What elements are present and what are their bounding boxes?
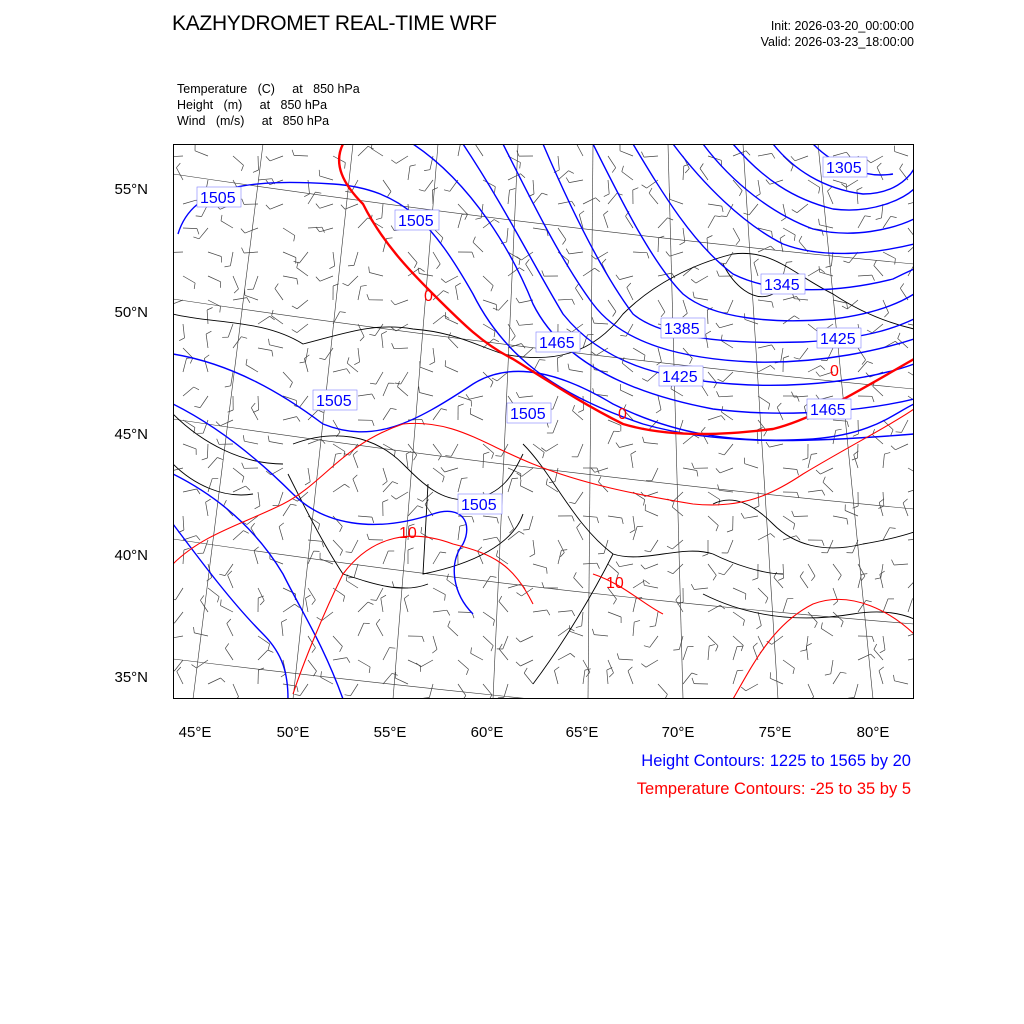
height-label: 1425: [662, 369, 698, 386]
map-panel: [173, 144, 914, 699]
lon-label-45: 45°E: [178, 724, 212, 741]
lon-label-60: 60°E: [470, 724, 504, 741]
height-label: 1505: [398, 213, 434, 230]
height-label: 1305: [826, 160, 862, 177]
temperature-label: 0: [618, 406, 627, 423]
lon-label-80: 80°E: [856, 724, 890, 741]
borders: [173, 253, 914, 684]
valid-time: Valid: 2026-03-23_18:00:00: [760, 35, 914, 49]
height-label: 1385: [664, 321, 700, 338]
height-label: 1425: [820, 331, 856, 348]
height-label: 1505: [316, 393, 352, 410]
temperature-label: 0: [424, 288, 433, 305]
temperature-label: 10: [606, 575, 624, 592]
height-label: 1465: [810, 402, 846, 419]
height-label: 1465: [539, 335, 575, 352]
lat-label-40: 40°N: [114, 547, 148, 564]
temperature-label: 10: [399, 525, 417, 542]
height-labels: [197, 157, 867, 514]
chart-title: KAZHYDROMET REAL-TIME WRF: [172, 12, 497, 35]
lat-label-45: 45°N: [114, 426, 148, 443]
lon-label-65: 65°E: [565, 724, 599, 741]
height-label: 1345: [764, 277, 800, 294]
field-height: Height (m) at 850 hPa: [177, 98, 328, 112]
lat-label-35: 35°N: [114, 669, 148, 686]
lon-label-55: 55°E: [373, 724, 407, 741]
field-wind: Wind (m/s) at 850 hPa: [177, 114, 330, 128]
height-label: 1505: [510, 406, 546, 423]
lat-label-50: 50°N: [114, 304, 148, 321]
lon-label-70: 70°E: [661, 724, 695, 741]
field-temperature: Temperature (C) at 850 hPa: [177, 82, 360, 96]
height-label: 1505: [461, 497, 497, 514]
init-time: Init: 2026-03-20_00:00:00: [770, 19, 914, 33]
temperature-label: 0: [830, 363, 839, 380]
lat-label-55: 55°N: [114, 181, 148, 198]
lon-label-75: 75°E: [758, 724, 792, 741]
run-times: [761, 18, 914, 50]
temperature-legend: Temperature Contours: -25 to 35 by 5: [636, 780, 911, 798]
height-legend: Height Contours: 1225 to 1565 by 20: [641, 752, 911, 770]
height-label: 1505: [200, 190, 236, 207]
lon-label-50: 50°E: [276, 724, 310, 741]
